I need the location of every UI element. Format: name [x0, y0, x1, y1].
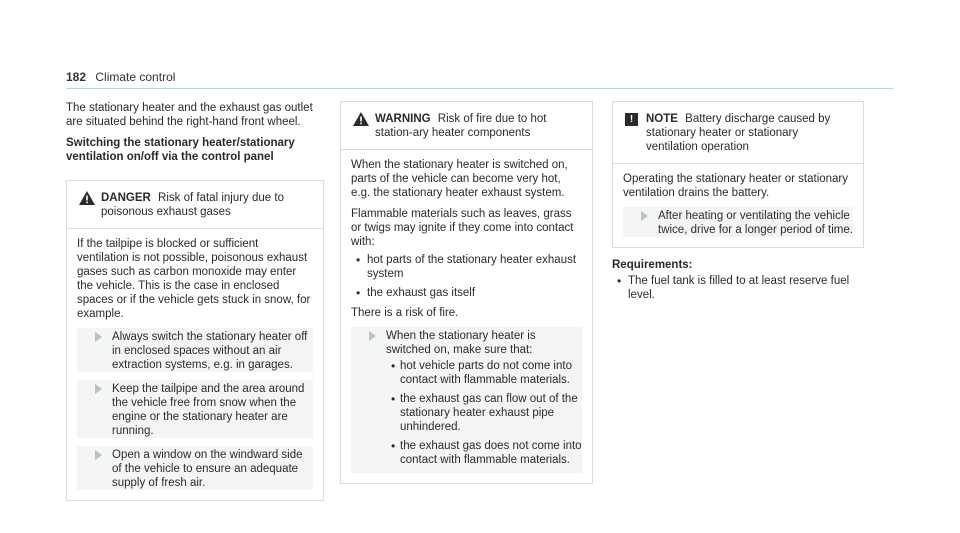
step-text: After heating or ventilating the vehicle twice, drive for a longer period of time. — [658, 210, 853, 236]
warning-para-3: There is a risk of fire. — [351, 307, 459, 319]
exclamation-icon: ! — [625, 113, 638, 126]
intro-text: The stationary heater and the exhaust gas outlet are situated behind the right-hand front wheel. — [66, 102, 313, 128]
warning-para-1: When the stationary heater is switched on, parts of the vehicle can become very hot, e.g. the stationary heater exhaust system. — [351, 159, 568, 199]
note-label: NOTE — [646, 113, 678, 125]
instruction-step — [77, 380, 313, 438]
warning-title: Risk of fire due to hot station-ary heater components — [375, 113, 547, 139]
section-heading: Switching the stationary heater/stationary ventilation on/off via the control panel — [66, 137, 295, 163]
list-item: • the exhaust gas itself — [351, 286, 582, 300]
column-right — [612, 101, 864, 308]
note-title: Battery discharge caused by stationary heater or stationary ventilation operation — [646, 113, 831, 153]
column-middle — [340, 101, 593, 484]
warning-body — [341, 149, 592, 483]
step-arrow-icon — [95, 384, 102, 394]
step-arrow-icon — [369, 331, 376, 341]
instruction-step — [351, 327, 582, 473]
list-item: • hot parts of the stationary heater exhaust system — [351, 253, 582, 281]
danger-title: Risk of fatal injury due to poisonous exhaust gases — [101, 192, 284, 218]
warning-para-2: Flammable materials such as leaves, grass or twigs may ignite if they come into contact with: — [351, 208, 574, 248]
instruction-step — [623, 207, 853, 237]
step-arrow-icon — [95, 450, 102, 460]
list-item: • the exhaust gas does not come into contact with flammable materials. — [386, 439, 582, 467]
warning-box — [340, 101, 593, 484]
list-item: • The fuel tank is filled to at least reserve fuel level. — [612, 274, 864, 302]
note-body — [613, 163, 863, 247]
step-text: Always switch the stationary heater off in enclosed spaces without an air extraction systems, e.g. in garages. — [112, 331, 308, 371]
warning-list — [351, 253, 582, 300]
instruction-step — [77, 446, 313, 490]
warning-header — [341, 102, 592, 149]
section-title: Climate control — [95, 70, 176, 84]
step-text: Open a window on the windward side of the vehicle to ensure an adequate supply of fresh air. — [112, 449, 303, 489]
danger-box — [66, 180, 324, 501]
warning-triangle-icon — [79, 191, 95, 205]
danger-header — [67, 181, 323, 228]
requirements-heading: Requirements: — [612, 259, 693, 271]
list-item: • hot vehicle parts do not come into contact with flammable materials. — [386, 359, 582, 387]
note-text: Operating the stationary heater or stationary ventilation drains the battery. — [623, 173, 849, 199]
step-sublist — [386, 359, 582, 467]
column-left — [66, 101, 324, 501]
step-arrow-icon — [641, 211, 648, 221]
note-header — [613, 102, 863, 163]
page-number: 182 — [66, 70, 87, 84]
step-text: Keep the tailpipe and the area around the vehicle free from snow when the engine or the stationary heater are running. — [112, 383, 305, 437]
requirements-list — [612, 274, 864, 302]
danger-label: DANGER — [101, 192, 151, 204]
danger-body — [67, 228, 323, 500]
warning-label: WARNING — [375, 113, 431, 125]
note-box — [612, 101, 864, 248]
header-rule — [66, 88, 893, 89]
step-arrow-icon — [95, 332, 102, 342]
warning-triangle-icon — [353, 112, 369, 126]
page-header — [66, 70, 175, 84]
list-item: • the exhaust gas can flow out of the stationary heater exhaust pipe unhindered. — [386, 392, 582, 434]
step-text: When the stationary heater is switched on, make sure that: — [386, 330, 536, 356]
danger-text: If the tailpipe is blocked or sufficient ventilation is not possible, poisonous exhaust gases such as carbon monoxide may enter the vehicle. This is the case in enclosed spaces or if the vehicle gets stuck in snow, for example. — [77, 238, 311, 320]
instruction-step — [77, 328, 313, 372]
